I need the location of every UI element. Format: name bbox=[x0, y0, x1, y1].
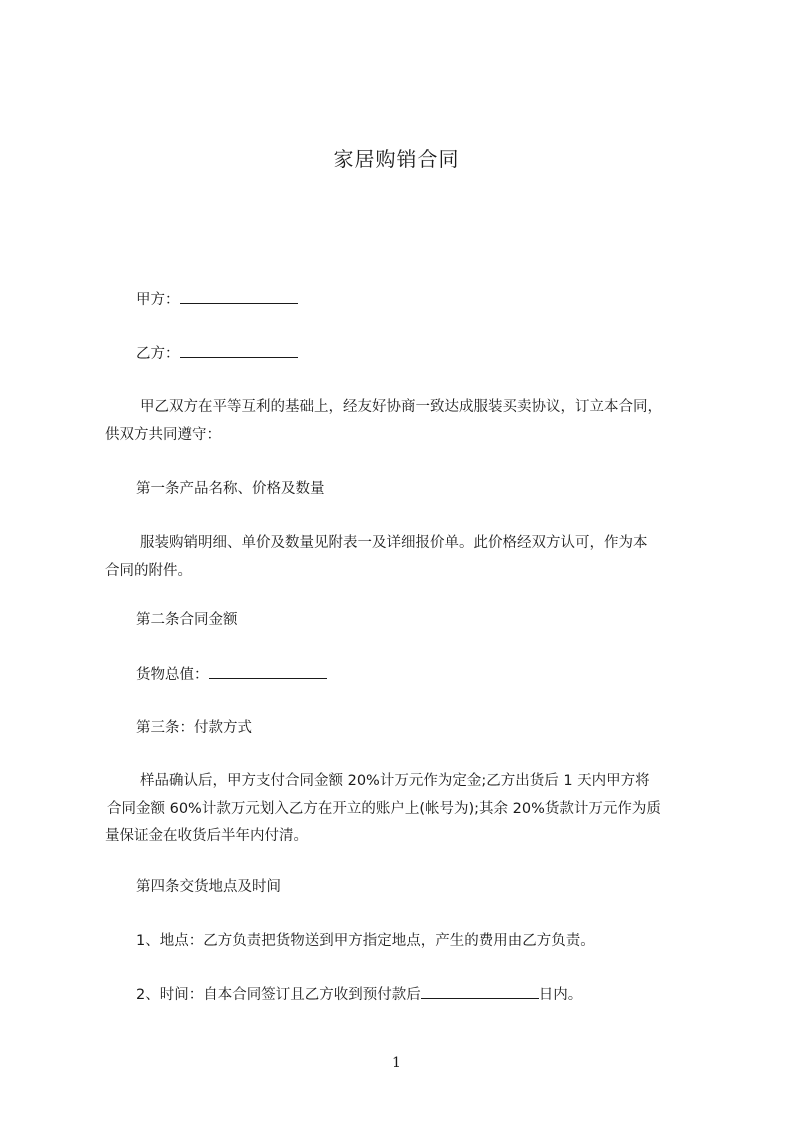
article-4-heading: 第四条交货地点及时间 bbox=[136, 879, 281, 895]
total-value-label: 货物总值： bbox=[136, 667, 209, 683]
article-4-item-2 bbox=[105, 981, 736, 1009]
intro-line-1: 甲乙双方在平等互利的基础上，经友好协商一致达成服装买卖协议，订立本合同， bbox=[140, 399, 662, 415]
intro-line-2: 供双方共同遵守： bbox=[105, 427, 221, 443]
party-b-blank bbox=[180, 343, 298, 358]
article-3-line-1: 样品确认后，甲方支付合同金额 20%计万元作为定金;乙方出货后 1 天内甲方将 bbox=[140, 773, 650, 789]
item-2-prefix: 2、时间：自本合同签订且乙方收到预付款后 bbox=[136, 987, 421, 1003]
party-a-label: 甲方： bbox=[136, 292, 180, 308]
party-a-line bbox=[105, 286, 736, 314]
article-1-line-1: 服装购销明细、单价及数量见附表一及详细报价单。此价格经双方认可，作为本 bbox=[140, 535, 648, 551]
item-2-suffix: 日内。 bbox=[538, 987, 583, 1003]
article-3-heading: 第三条：付款方式 bbox=[136, 720, 252, 736]
delivery-days-blank bbox=[421, 984, 539, 999]
party-a-blank bbox=[180, 289, 298, 304]
total-value-blank bbox=[209, 664, 327, 679]
party-b-label: 乙方： bbox=[136, 346, 180, 362]
article-2-total-line bbox=[105, 661, 736, 689]
article-3-line-3: 量保证金在收货后半年内付清。 bbox=[105, 828, 308, 844]
article-1-heading: 第一条产品名称、价格及数量 bbox=[136, 481, 325, 497]
article-3-line-2: 合同金额 60%计款万元划入乙方在开立的账户上(帐号为);其余 20%货款计万元作为质 bbox=[107, 801, 661, 817]
article-2-heading: 第二条合同金额 bbox=[136, 612, 238, 628]
page-number: 1 bbox=[392, 1055, 401, 1071]
party-b-line bbox=[105, 340, 736, 368]
article-1-line-2: 合同的附件。 bbox=[105, 563, 192, 579]
document-title: 家居购销合同 bbox=[333, 147, 460, 171]
article-4-item-1: 1、地点：乙方负责把货物送到甲方指定地点，产生的费用由乙方负责。 bbox=[136, 933, 595, 949]
